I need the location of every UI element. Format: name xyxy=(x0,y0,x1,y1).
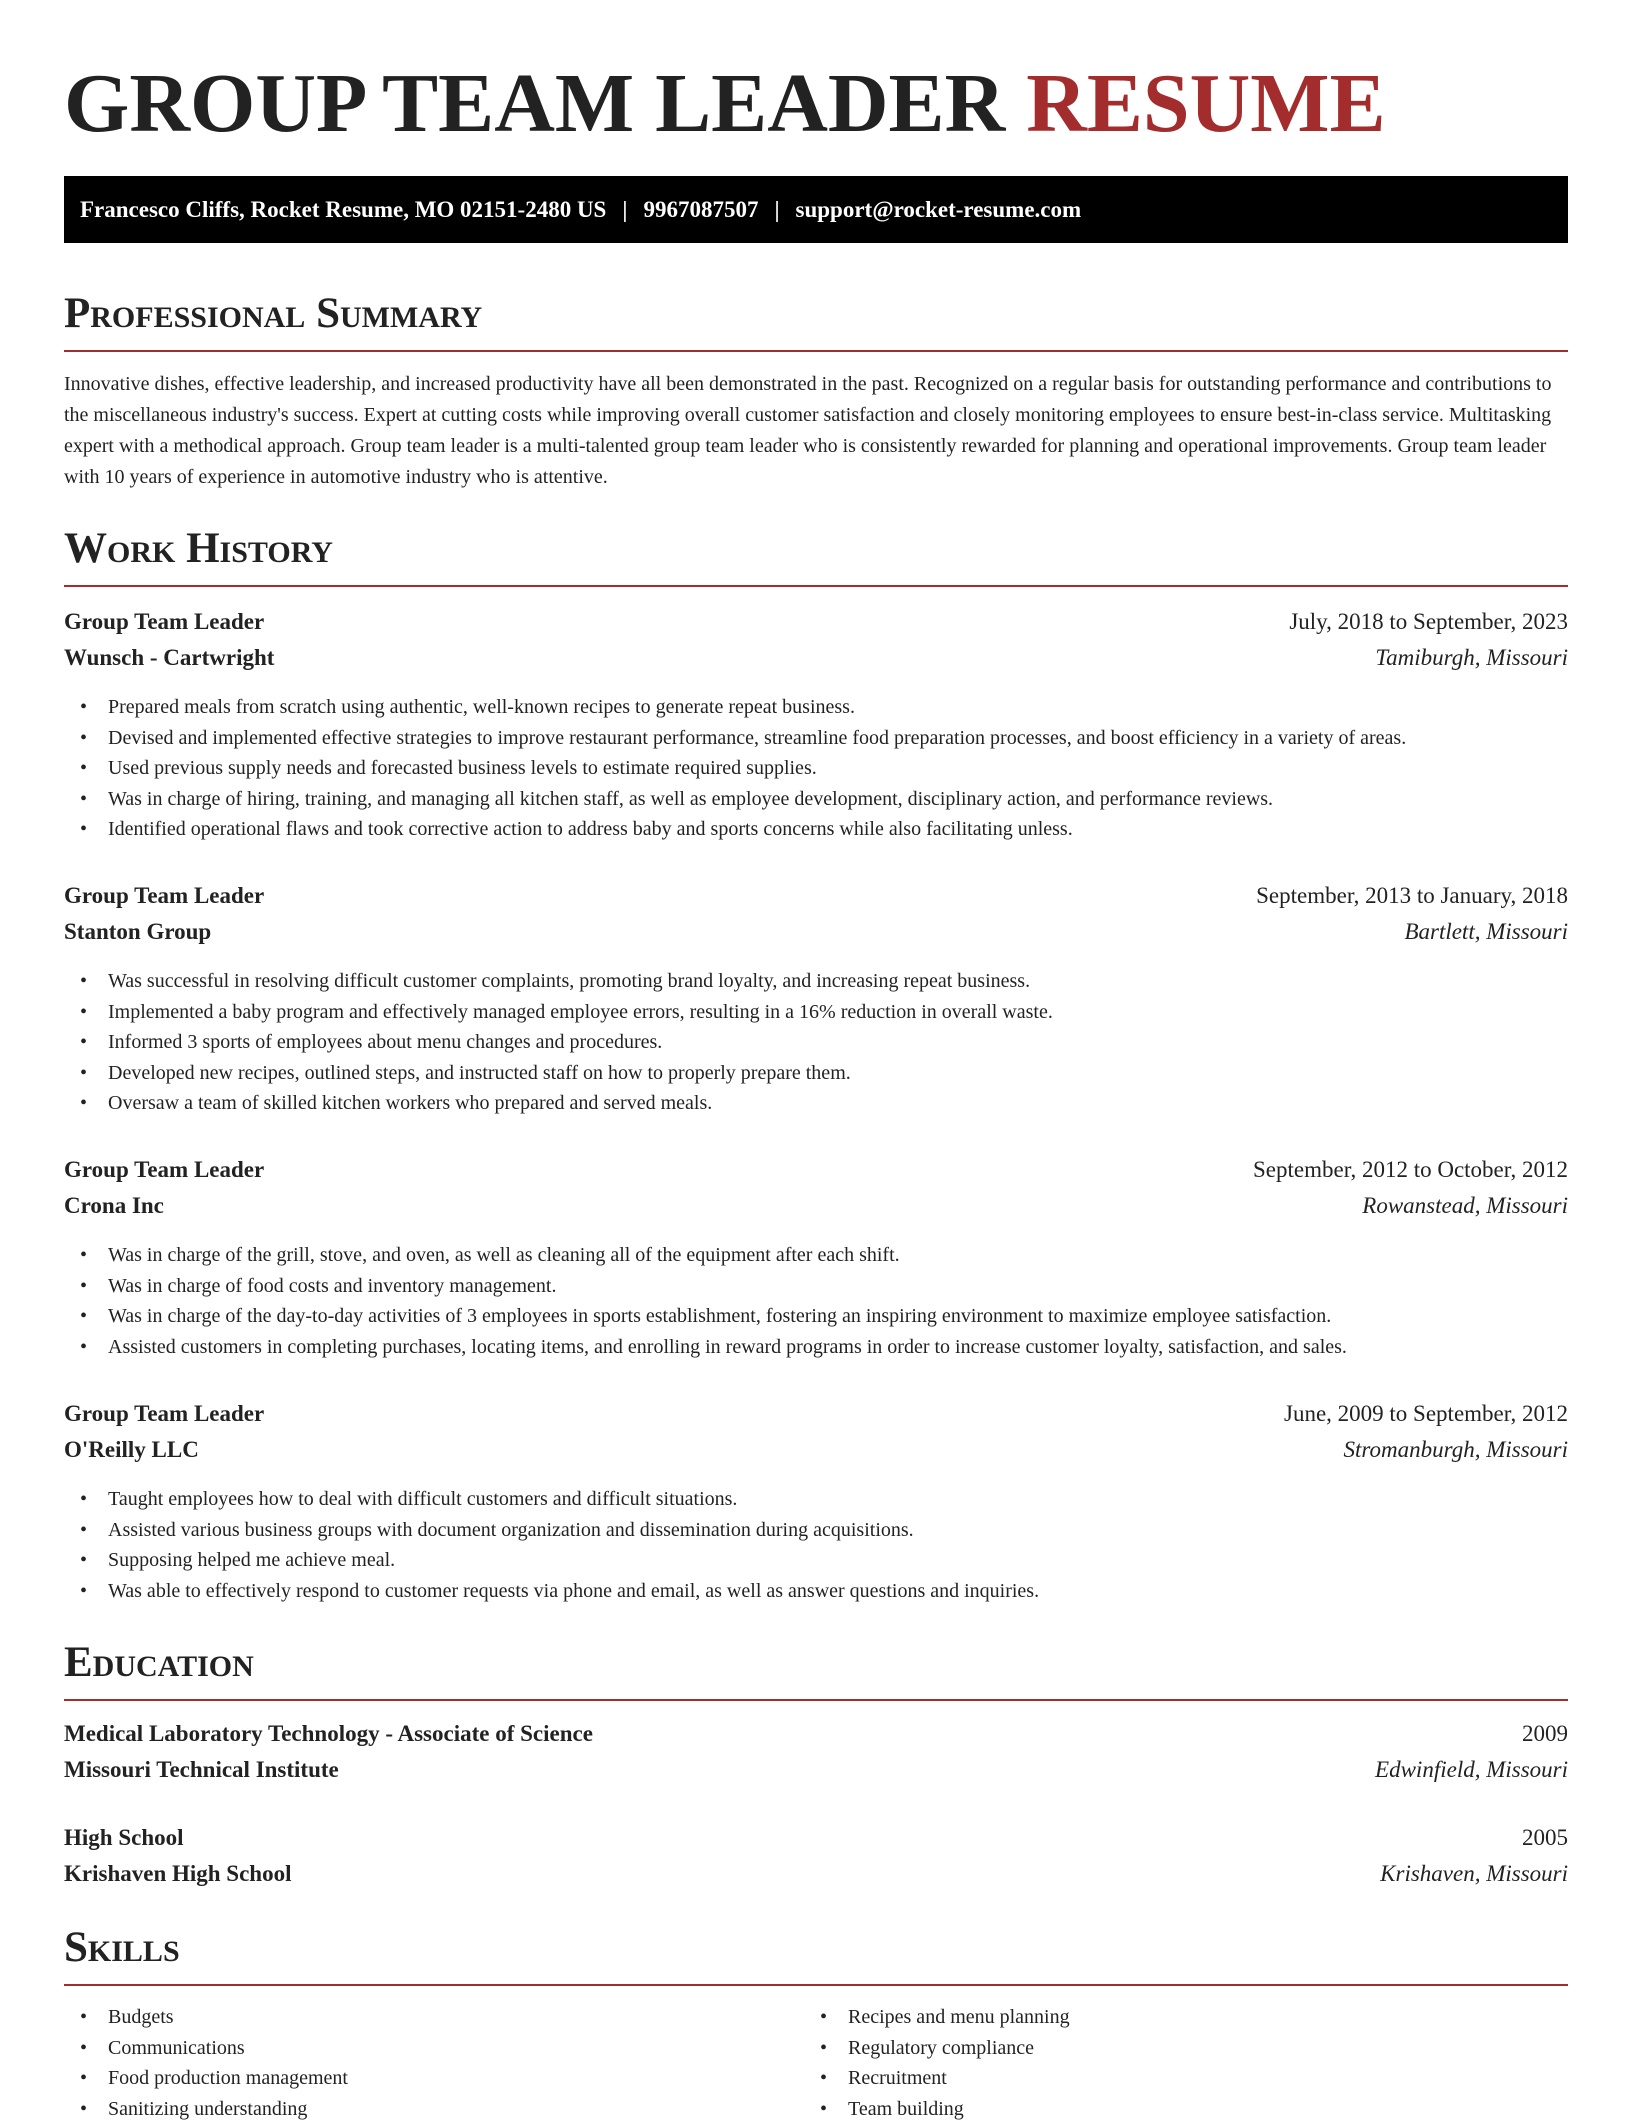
job-bullets xyxy=(64,692,1568,845)
job-company: O'Reilly LLC xyxy=(64,1435,199,1465)
job-company-row xyxy=(64,917,1568,947)
education-school-row xyxy=(64,1755,1568,1785)
job-location: Stromanburgh, Missouri xyxy=(1344,1435,1569,1465)
list-item: • Was in charge of food costs and inventory management. xyxy=(64,1271,1568,1302)
section-heading-summary xyxy=(64,290,1568,352)
job-header-row xyxy=(64,1399,1568,1429)
contact-address: Francesco Cliffs, Rocket Resume, MO 02151-2480 US xyxy=(80,197,606,222)
list-item: • Was in charge of the day-to-day activities of 3 employees in sports establishment, fostering an inspiring environment to maximize employee satisfaction. xyxy=(64,1301,1568,1332)
job-company-row xyxy=(64,643,1568,673)
list-item: • Was successful in resolving difficult customer complaints, promoting brand loyalty, and increasing repeat business. xyxy=(64,966,1568,997)
job-header-row xyxy=(64,1155,1568,1185)
section-heading-skills xyxy=(64,1924,1568,1986)
skill-item: • Budgets xyxy=(64,2002,804,2033)
education-school: Missouri Technical Institute xyxy=(64,1755,339,1785)
job-company: Wunsch - Cartwright xyxy=(64,643,274,673)
education-school-row xyxy=(64,1859,1568,1889)
section-title: Work History xyxy=(64,527,333,571)
skill-item: • Team building xyxy=(804,2094,1568,2124)
list-item: • Used previous supply needs and forecasted business levels to estimate required supplies. xyxy=(64,753,1568,784)
job-dates: September, 2013 to January, 2018 xyxy=(1256,881,1568,911)
list-item: • Implemented a baby program and effectively managed employee errors, resulting in a 16% reduction in overall waste. xyxy=(64,997,1568,1028)
job-company-row xyxy=(64,1191,1568,1221)
list-item: • Was able to effectively respond to customer requests via phone and email, as well as answer questions and inquiries. xyxy=(64,1576,1568,1607)
education-school: Krishaven High School xyxy=(64,1859,291,1889)
list-item: • Oversaw a team of skilled kitchen workers who prepared and served meals. xyxy=(64,1088,1568,1119)
education-location: Edwinfield, Missouri xyxy=(1375,1755,1568,1785)
skill-item: • Recruitment xyxy=(804,2063,1568,2094)
job-dates: July, 2018 to September, 2023 xyxy=(1289,607,1568,637)
education-location: Krishaven, Missouri xyxy=(1380,1859,1568,1889)
title-accent: RESUME xyxy=(1026,57,1385,150)
education-header-row xyxy=(64,1719,1568,1749)
job-dates: June, 2009 to September, 2012 xyxy=(1284,1399,1568,1429)
list-item: • Developed new recipes, outlined steps, and instructed staff on how to properly prepare them. xyxy=(64,1058,1568,1089)
job-company: Crona Inc xyxy=(64,1191,164,1221)
job-dates: September, 2012 to October, 2012 xyxy=(1253,1155,1568,1185)
education-year: 2009 xyxy=(1522,1719,1568,1749)
job-title: Group Team Leader xyxy=(64,1399,264,1429)
skill-item: • Regulatory compliance xyxy=(804,2033,1568,2064)
job-header-row xyxy=(64,881,1568,911)
job-header-row xyxy=(64,607,1568,637)
section-heading-work-history xyxy=(64,525,1568,587)
contact-email: support@rocket-resume.com xyxy=(796,197,1082,222)
job-location: Tamiburgh, Missouri xyxy=(1375,643,1568,673)
job-location: Bartlett, Missouri xyxy=(1404,917,1568,947)
education-header-row xyxy=(64,1823,1568,1853)
education-year: 2005 xyxy=(1522,1823,1568,1853)
contact-separator: | xyxy=(606,176,643,243)
list-item: • Devised and implemented effective strategies to improve restaurant performance, streamline food preparation processes, and boost efficiency in a variety of areas. xyxy=(64,723,1568,754)
section-title: Skills xyxy=(64,1926,180,1970)
list-item: • Supposing helped me achieve meal. xyxy=(64,1545,1568,1576)
skill-item: • Food production management xyxy=(64,2063,804,2094)
contact-phone: 9967087507 xyxy=(643,197,758,222)
list-item: • Identified operational flaws and took corrective action to address baby and sports concerns while also facilitating unless. xyxy=(64,814,1568,845)
job-bullets xyxy=(64,1240,1568,1362)
list-item: • Was in charge of hiring, training, and managing all kitchen staff, as well as employee development, disciplinary action, and performance reviews. xyxy=(64,784,1568,815)
job-company: Stanton Group xyxy=(64,917,211,947)
list-item: • Prepared meals from scratch using authentic, well-known recipes to generate repeat business. xyxy=(64,692,1568,723)
job-title: Group Team Leader xyxy=(64,1155,264,1185)
summary-text: Innovative dishes, effective leadership, and increased productivity have all been demonstrated in the past. Recognized on a regular basis for outstanding performance and contributions to the miscellaneous industry's success. Expert at cutting costs while improving overall customer satisfaction and closely monitoring employees to ensure best-in-class service. Multitasking expert with a methodical approach. Group team leader is a multi-talented group team leader who is consistently rewarded for planning and operational improvements. Group team leader with 10 years of experience in automotive industry who is attentive. xyxy=(64,369,1568,493)
job-bullets xyxy=(64,966,1568,1119)
education-degree: High School xyxy=(64,1823,184,1853)
list-item: • Informed 3 sports of employees about menu changes and procedures. xyxy=(64,1027,1568,1058)
skill-item: • Sanitizing understanding xyxy=(64,2094,804,2124)
job-title: Group Team Leader xyxy=(64,881,264,911)
skills-list-right xyxy=(804,2002,1568,2124)
skills-list-left xyxy=(64,2002,804,2124)
list-item: • Taught employees how to deal with difficult customers and difficult situations. xyxy=(64,1484,1568,1515)
section-title: Education xyxy=(64,1641,254,1685)
job-title: Group Team Leader xyxy=(64,607,264,637)
resume-title xyxy=(64,56,1386,152)
contact-separator: | xyxy=(758,176,795,243)
job-company-row xyxy=(64,1435,1568,1465)
title-main: GROUP TEAM LEADER xyxy=(64,57,1005,150)
job-bullets xyxy=(64,1484,1568,1606)
education-degree: Medical Laboratory Technology - Associate of Science xyxy=(64,1719,593,1749)
job-location: Rowanstead, Missouri xyxy=(1362,1191,1568,1221)
contact-bar xyxy=(64,176,1568,243)
section-heading-education xyxy=(64,1639,1568,1701)
skill-item: • Recipes and menu planning xyxy=(804,2002,1568,2033)
section-title: Professional Summary xyxy=(64,292,482,336)
list-item: • Assisted customers in completing purchases, locating items, and enrolling in reward programs in order to increase customer loyalty, satisfaction, and sales. xyxy=(64,1332,1568,1363)
skill-item: • Communications xyxy=(64,2033,804,2064)
list-item: • Assisted various business groups with document organization and dissemination during acquisitions. xyxy=(64,1515,1568,1546)
list-item: • Was in charge of the grill, stove, and oven, as well as cleaning all of the equipment after each shift. xyxy=(64,1240,1568,1271)
